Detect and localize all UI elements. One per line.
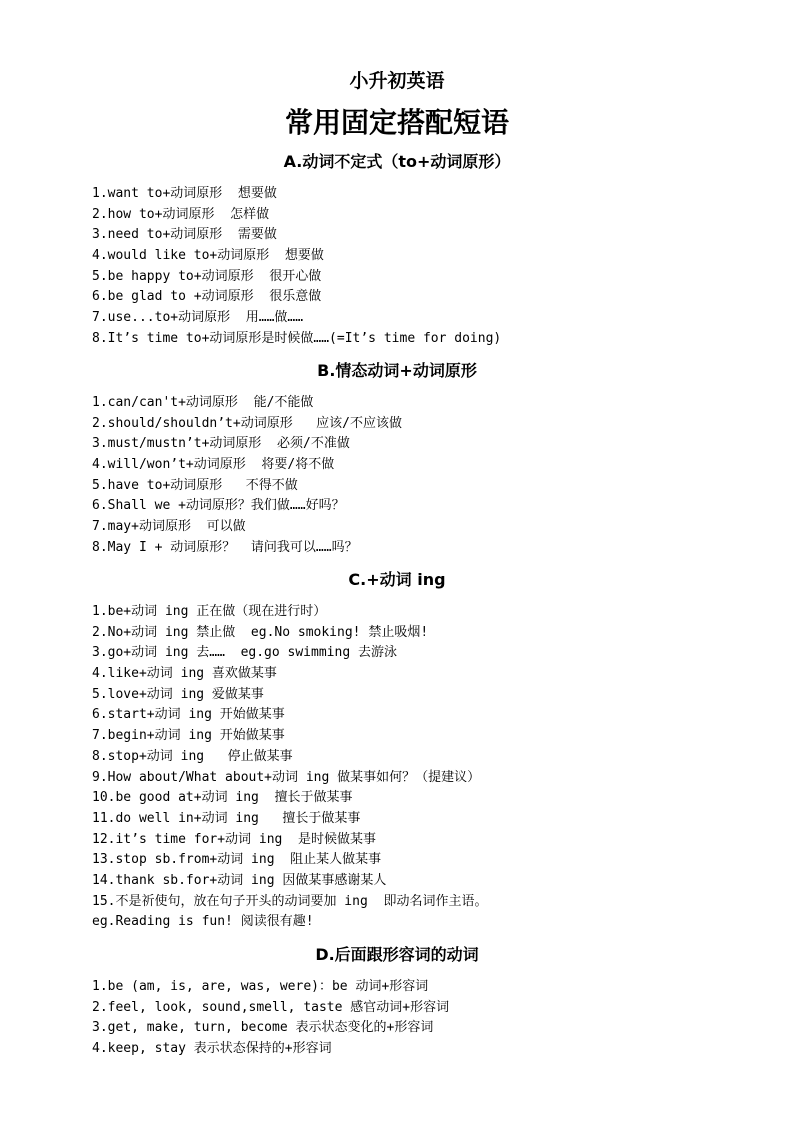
section-c [92, 569, 712, 933]
item-list [92, 184, 712, 350]
list-item: 4.would like to+动词原形 想要做 [92, 248, 324, 264]
list-item: 4.like+动词 ing 喜欢做某事 [92, 666, 277, 682]
item-list [92, 393, 712, 559]
list-item: 8.It’s time to+动词原形是时候做……(=It’s time for doing) [92, 330, 502, 346]
list-item: 6.start+动词 ing 开始做某事 [92, 707, 285, 723]
section-a [92, 151, 712, 350]
list-item: 8.stop+动词 ing 停止做某事 [92, 748, 293, 764]
item-list [92, 602, 712, 933]
list-item: 11.do well in+动词 ing 擅长于做某事 [92, 810, 361, 826]
list-item: 7.may+动词原形 可以做 [92, 519, 246, 535]
list-item: 5.be happy to+动词原形 很开心做 [92, 268, 322, 284]
list-item: 6.Shall we +动词原形？我们做……好吗？ [92, 498, 345, 514]
list-item: 15.不是祈使句，放在句子开头的动词要加 ing 即动名词作主语。 [92, 893, 488, 909]
list-item: 9.How about/What about+动词 ing 做某事如何？（提建议） [92, 769, 481, 785]
list-item: 1.can/can't+动词原形 能/不能做 [92, 395, 314, 410]
section-d [92, 944, 712, 1060]
section-heading: B.情态动词+动词原形 [317, 361, 477, 380]
list-item: 6.be glad to +动词原形 很乐意做 [92, 289, 322, 305]
list-item: 3.get, make, turn, become 表示状态变化的+形容词 [92, 1020, 434, 1036]
list-item: 4.will/won’t+动词原形 将要/将不做 [92, 457, 335, 473]
list-item: 1.be (am, is, are, was, were)：be 动词+形容词 [92, 979, 429, 994]
list-item: 1.want to+动词原形 想要做 [92, 186, 277, 201]
list-item: 13.stop sb.from+动词 ing 阻止某人做某事 [92, 852, 382, 868]
list-item: 3.need to+动词原形 需要做 [92, 227, 277, 243]
list-item: 1.be+动词 ing 正在做（现在进行时） [92, 604, 327, 619]
list-item: 7.use...to+动词原形 用……做…… [92, 310, 304, 326]
list-item: 2.should/shouldn’t+动词原形 应该/不应该做 [92, 415, 403, 431]
list-item: 5.have to+动词原形 不得不做 [92, 477, 298, 493]
item-list [92, 977, 712, 1060]
section-heading: D.后面跟形容词的动词 [315, 945, 479, 964]
section-heading: C.+动词 ing [348, 570, 446, 589]
list-item: 2.how to+动词原形 怎样做 [92, 206, 270, 222]
list-item: 4.keep, stay 表示状态保持的+形容词 [92, 1041, 332, 1057]
section-b [92, 360, 712, 559]
document-subtitle: 小升初英语 [349, 70, 445, 92]
list-item: 7.begin+动词 ing 开始做某事 [92, 728, 285, 744]
list-item: 14.thank sb.for+动词 ing 因做某事感谢某人 [92, 872, 387, 888]
document-title: 常用固定搭配短语 [284, 106, 509, 139]
list-item: 3.go+动词 ing 去…… eg.go swimming 去游泳 [92, 645, 397, 661]
list-item: 8.May I + 动词原形？ 请问我可以……吗？ [92, 539, 358, 555]
section-heading: A.动词不定式（to+动词原形） [283, 152, 511, 171]
list-item: 10.be good at+动词 ing 擅长于做某事 [92, 790, 353, 806]
list-item: 3.must/mustn’t+动词原形 必须/不准做 [92, 436, 350, 452]
list-item: eg.Reading is fun! 阅读很有趣! [92, 914, 314, 930]
list-item: 2.No+动词 ing 禁止做 eg.No smoking! 禁止吸烟! [92, 624, 429, 640]
list-item: 2.feel, look, sound,smell, taste 感官动词+形容词 [92, 999, 450, 1015]
list-item: 12.it’s time for+动词 ing 是时候做某事 [92, 831, 377, 847]
list-item: 5.love+动词 ing 爱做某事 [92, 686, 264, 702]
